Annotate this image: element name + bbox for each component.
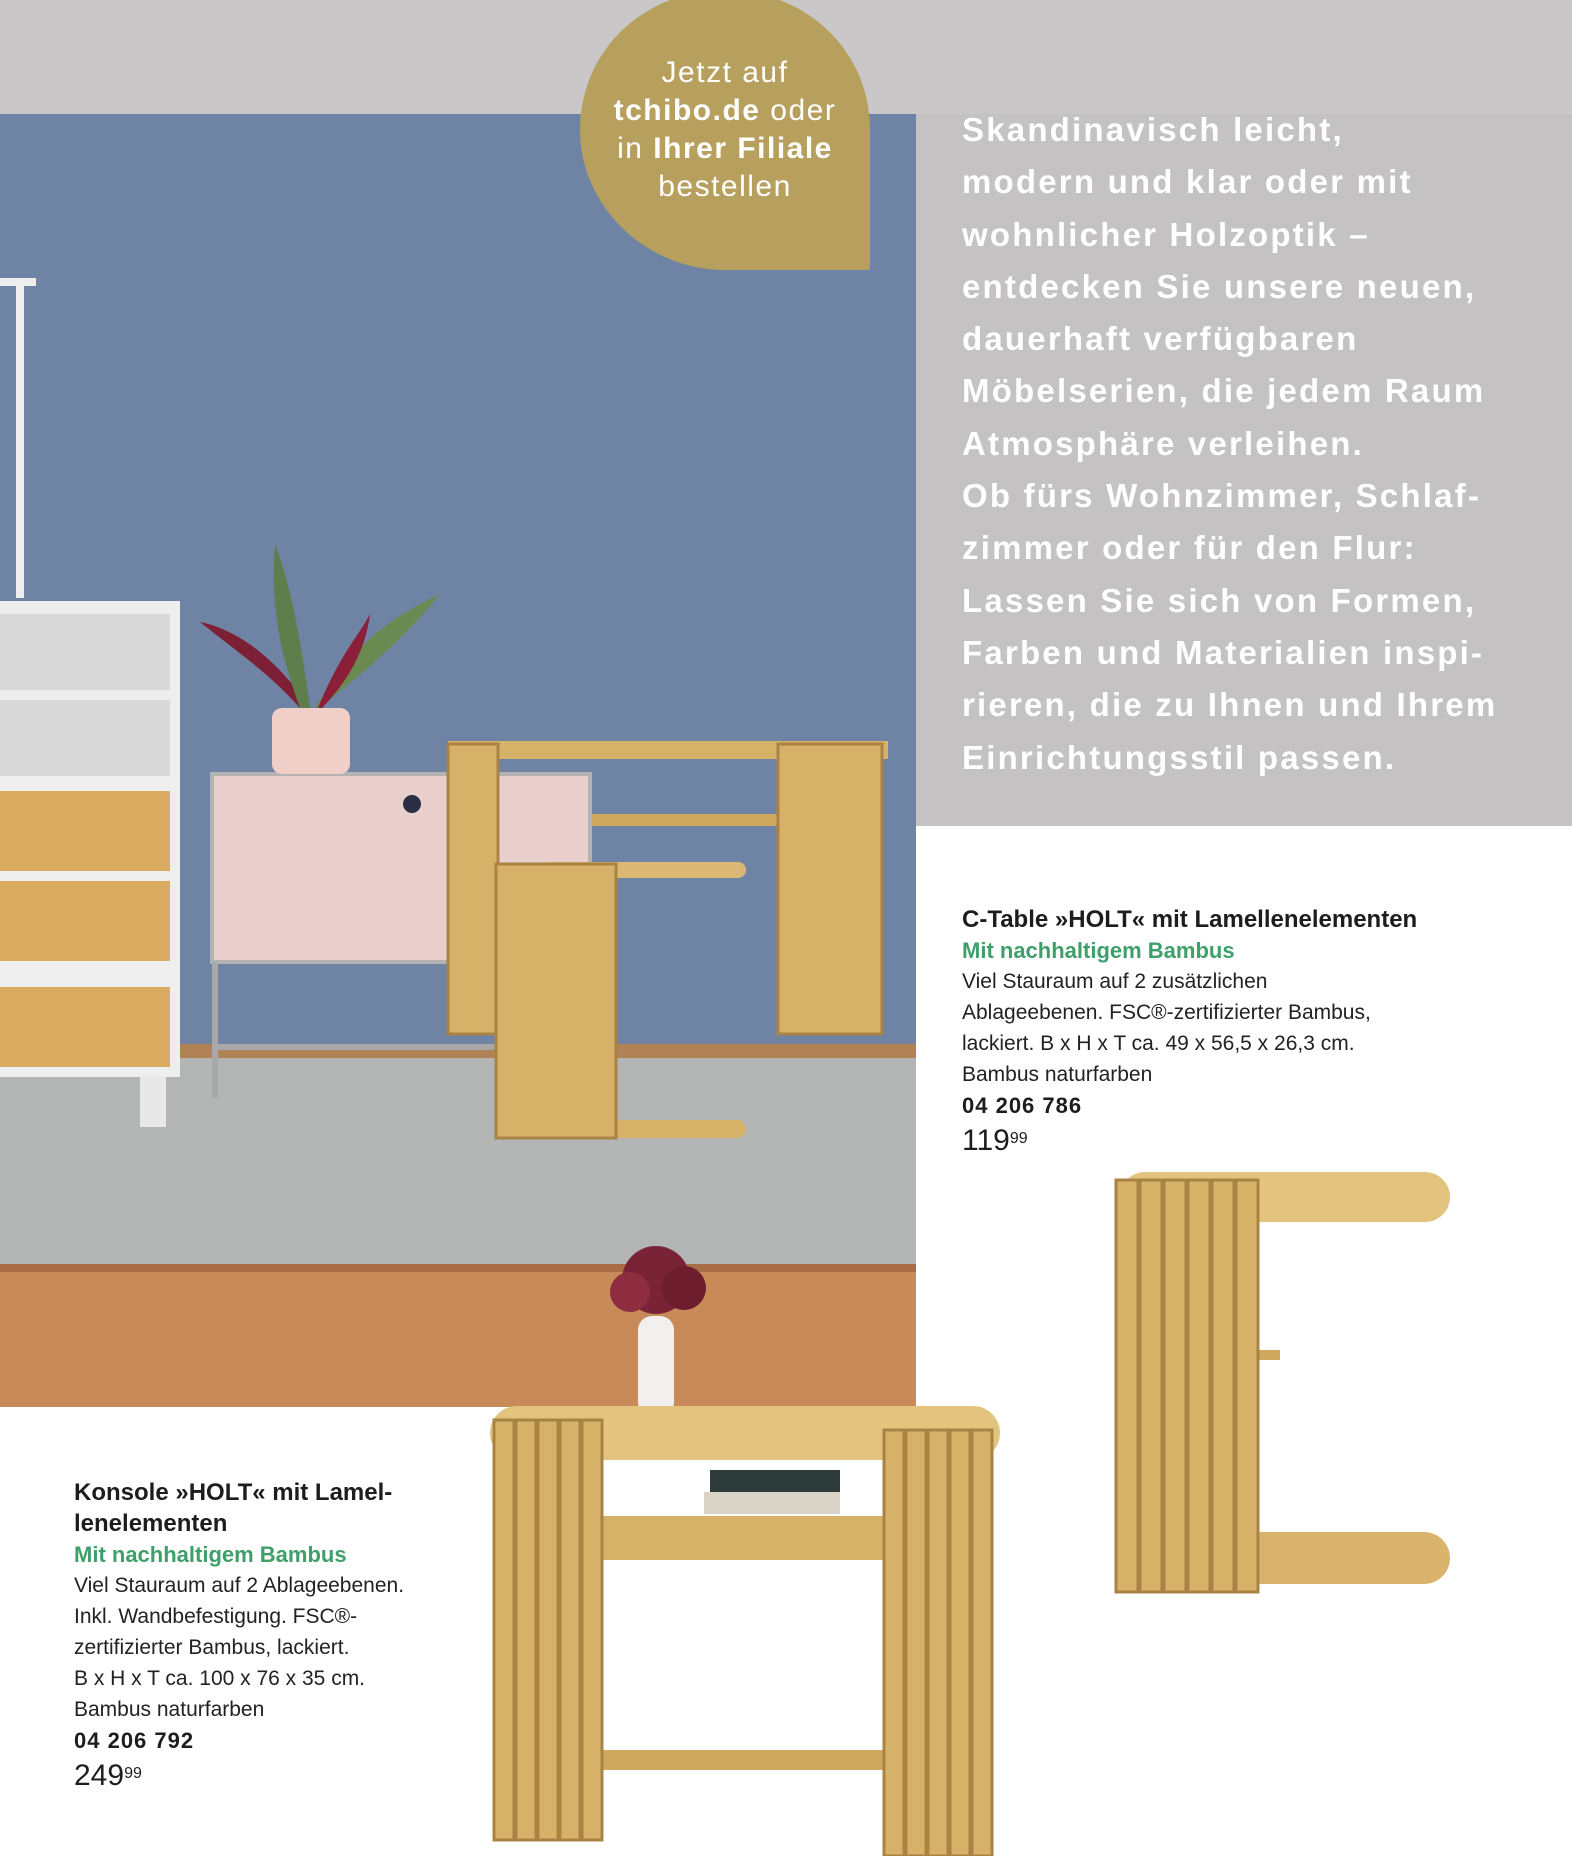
ctable-price-main: 119 (962, 1124, 1010, 1157)
konsole-description: Viel Stauraum auf 2 Ablageebenen. Inkl. Wandbefestigung. FSC®- zertifizierter Bambus, lackiert. B x H x T ca. 100 x 76 x 35 cm. Bambus naturfarben (74, 1574, 405, 1721)
ctable-price-cents: 99 (1009, 1130, 1028, 1147)
badge-line-1: Jetzt auf (661, 56, 789, 89)
intro-text: Skandinavisch leicht, modern und klar oder mit wohnlicher Holzoptik – entdecken Sie unsere neuen, dauerhaft verfügbaren Möbelserien, die jedem Raum Atmosphäre verleihen. Ob fürs Wohnzimmer, Schlaf- zimmer oder für den Flur: Lassen Sie sich von Formen, Farben und Materialien inspi- rieren, die zu Ihnen und Ihrem Einrichtungsstil passen. (962, 111, 1498, 776)
badge-line-2-rest: oder (760, 94, 837, 127)
konsole-info (74, 1477, 474, 1794)
badge-shop-name: tchibo.de (613, 94, 761, 127)
badge-store-text: Ihrer Filiale (653, 132, 833, 165)
ctable-article-number: 04 206 786 (962, 1093, 1083, 1118)
konsole-price-main: 249 (74, 1759, 125, 1792)
ctable-title: C-Table »HOLT« mit Lamellenelementen (962, 906, 1418, 933)
ctable-price (962, 1123, 1522, 1159)
ctable-info (962, 904, 1522, 1159)
badge-line-3 (580, 130, 870, 168)
badge-line-2 (580, 92, 870, 130)
konsole-article-number: 04 206 792 (74, 1728, 195, 1753)
badge-text (580, 54, 870, 206)
hero-photo (0, 114, 916, 1407)
konsole-title: Konsole »HOLT« mit Lamel- lenelementen (74, 1479, 393, 1537)
ctable-subtitle: Mit nachhaltigem Bambus (962, 938, 1235, 963)
konsole-price (74, 1758, 474, 1794)
konsole-subtitle: Mit nachhaltigem Bambus (74, 1542, 347, 1567)
badge-line-3-pre: in (617, 132, 654, 165)
ctable-description: Viel Stauraum auf 2 zusätzlichen Ablageebenen. FSC®-zertifizierter Bambus, lackiert. B x H x T ca. 49 x 56,5 x 26,3 cm. Bambus naturfarben (962, 970, 1371, 1086)
badge-line-4: bestellen (658, 170, 792, 203)
konsole-price-cents: 99 (124, 1765, 142, 1782)
konsole-photo (480, 1230, 1020, 1856)
ctable-photo (1100, 1160, 1460, 1620)
